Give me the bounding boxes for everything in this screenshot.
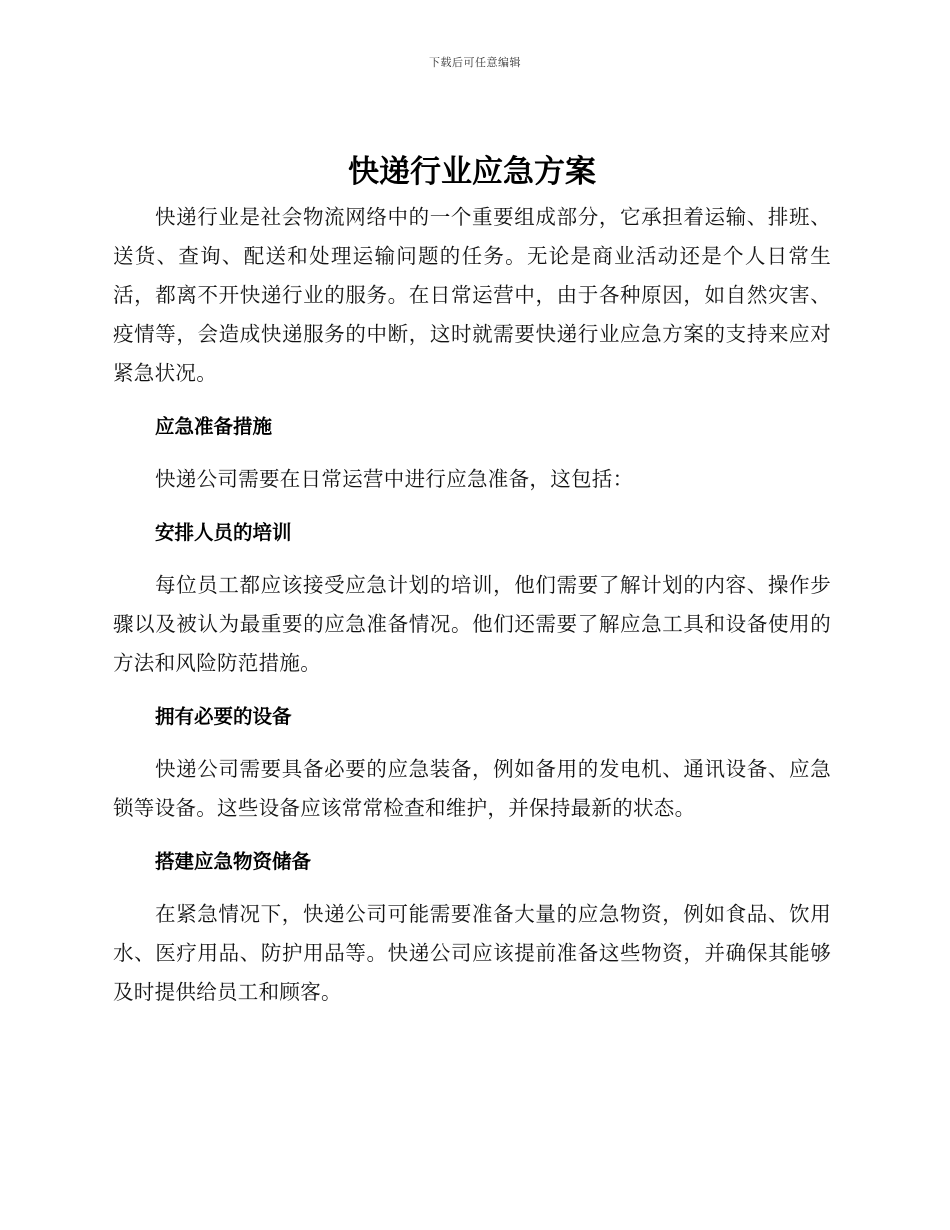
- section-heading-staff-training: 安排人员的培训: [155, 521, 292, 544]
- section-heading-supply-reserve: 搭建应急物资储备: [155, 850, 312, 873]
- section-paragraph-staff-training: 每位员工都应该接受应急计划的培训，他们需要了解计划的内容、操作步骤以及被认为最重要的应急准备情况。他们还需要了解应急工具和设备使用的方法和风险防范措施。: [113, 573, 831, 675]
- header-note: 下载后可任意编辑: [429, 56, 521, 69]
- document-body: [113, 148, 831, 1012]
- section-heading-emergency-preparation: 应急准备措施: [155, 415, 273, 438]
- section-paragraph-equipment: 快递公司需要具备必要的应急装备，例如备用的发电机、通讯设备、应急锁等设备。这些设备应该常常检查和维护，并保持最新的状态。: [113, 757, 831, 820]
- intro-paragraph: 快递行业是社会物流网络中的一个重要组成部分，它承担着运输、排班、送货、查询、配送和处理运输问题的任务。无论是商业活动还是个人日常生活，都离不开快递行业的服务。在日常运营中，由于各种原因，如自然灾害、疫情等，会造成快递服务的中断，这时就需要快递行业应急方案的支持来应对紧急状况。: [113, 205, 831, 385]
- section-heading-equipment: 拥有必要的设备: [155, 705, 292, 728]
- section-paragraph-emergency-preparation: 快递公司需要在日常运营中进行应急准备，这包括：: [155, 467, 634, 491]
- document-title: 快递行业应急方案: [348, 154, 596, 190]
- section-paragraph-supply-reserve: 在紧急情况下，快递公司可能需要准备大量的应急物资，例如食品、饮用水、医疗用品、防护用品等。快递公司应该提前准备这些物资，并确保其能够及时提供给员工和顾客。: [113, 902, 831, 1004]
